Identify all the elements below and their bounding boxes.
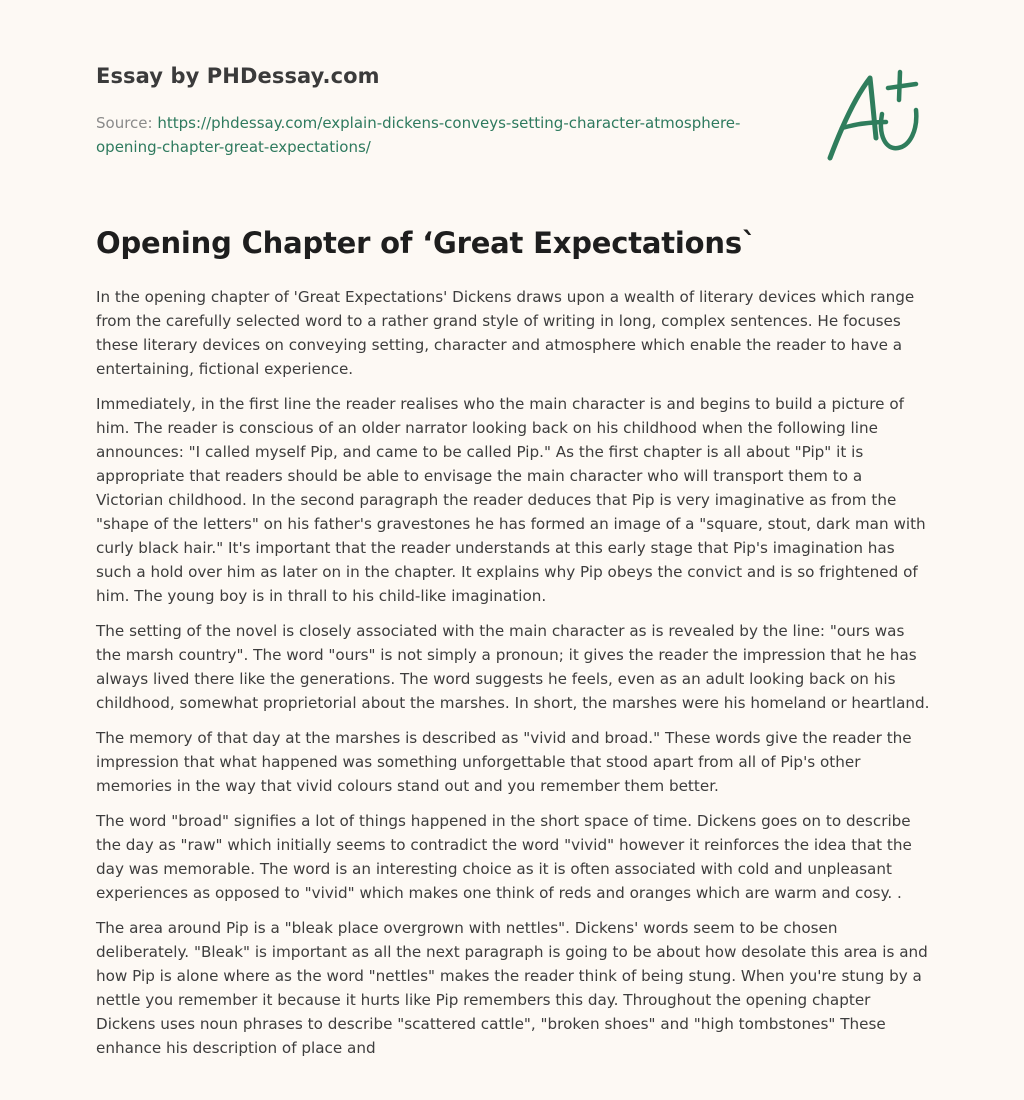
paragraph: The memory of that day at the marshes is described as "vivid and broad." These words give the reader the impression that what happened was something unforgettable that stood apart from all of Pip's other memories in the way that vivid colours stand out and you remember them better.	[96, 729, 912, 795]
source-label: Source:	[96, 114, 153, 132]
a-plus-logo-icon	[820, 66, 930, 166]
paragraph: In the opening chapter of 'Great Expectations' Dickens draws upon a wealth of literary devices which range from the carefully selected word to a rather grand style of writing in long, complex sentences. He focuses these literary devices on conveying setting, character and atmosphere which enable the reader to have a entertaining, fictional experience.	[96, 288, 915, 378]
source-line	[96, 111, 776, 159]
paragraph: The setting of the novel is closely associated with the main character as is revealed by the line: "ours was the marsh country". The word "ours" is not simply a pronoun; it gives the reader the impression that he has always lived there like the generations. The word suggests he feels, even as an adult looking back on his childhood, somewhat proprietorial about the marshes. In short, the marshes were his homeland or heartland.	[96, 622, 930, 712]
paragraph: The area around Pip is a "bleak place overgrown with nettles". Dickens' words seem to be chosen deliberately. "Bleak" is important as all the next paragraph is going to be about how desolate this area is and how Pip is alone where as the word "nettles" makes the reader think of being stung. When you're stung by a nettle you remember it because it hurts like Pip remembers this day. Throughout the opening chapter Dickens uses noun phrases to describe "scattered cattle", "broken shoes" and "high tombstones" These enhance his description of place and	[96, 919, 928, 1057]
essay-body	[96, 285, 932, 1071]
paragraph: Immediately, in the first line the reader realises who the main character is and begins to build a picture of him. The reader is conscious of an older narrator looking back on his childhood when the following line announces: "I called myself Pip, and came to be called Pip." As the first chapter is all about "Pip" it is appropriate that readers should be able to envisage the main character who will transport them to a Victorian childhood. In the second paragraph the reader deduces that Pip is very imaginative as from the "shape of the letters" on his father's gravestones he has formed an image of a "square, stout, dark man with curly black hair." It's important that the reader understands at this early stage that Pip's imagination has such a hold over him as later on in the chapter. It explains why Pip obeys the convict and is so frightened of him. The young boy is in thrall to his child-like imagination.	[96, 395, 926, 605]
essay-title: Opening Chapter of ‘Great Expectations`	[96, 226, 757, 260]
site-brand: Essay by PHDessay.com	[96, 64, 380, 88]
paragraph: The word "broad" signifies a lot of things happened in the short space of time. Dickens goes on to describe the day as "raw" which initially seems to contradict the word "vivid" however it reinforces the idea that the day was memorable. The word is an interesting choice as it is often associated with cold and unpleasant experiences as opposed to "vivid" which makes one think of reds and oranges which are warm and cosy. .	[96, 812, 912, 902]
source-link[interactable]: https://phdessay.com/explain-dickens-conveys-setting-character-atmosphere-opening-chapter-great-expectations/	[96, 114, 741, 156]
